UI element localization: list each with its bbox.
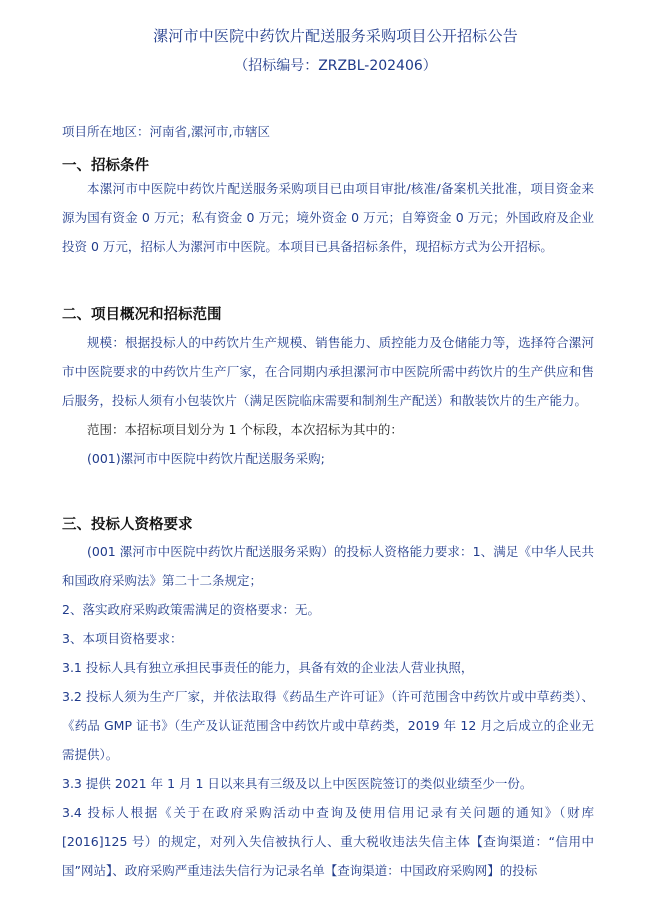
qualification-item-3-2: 3.2 投标人须为生产厂家，并依法取得《药品生产许可证》（许可范围含中药饮片或中草药类）、《药品 GMP 证书》（生产及认证范围含中药饮片或中草药类，2019 年 12 月之后成立的企业无需提供）。: [62, 689, 594, 762]
project-scope-text: 范围：本招标项目划分为 1 个标段，本次招标为其中的：: [87, 422, 403, 437]
paragraph-qualifications: [62, 537, 594, 885]
section-heading-project-overview: 二、项目概况和招标范围: [62, 307, 222, 323]
project-region: 项目所在地区：河南省,漯河市,市辖区: [62, 124, 270, 139]
tender-number: （招标编号：ZRZBL-202406）: [234, 58, 437, 74]
qualification-item-2: 2、落实政府采购政策需满足的资格要求：无。: [62, 602, 320, 617]
qualification-item-3-1: 3.1 投标人具有独立承担民事责任的能力，具备有效的企业法人营业执照，: [62, 660, 474, 675]
qualification-intro: (001 漯河市中医院中药饮片配送服务采购）的投标人资格能力要求：1、满足《中华人民共和国政府采购法》第二十二条规定；: [62, 544, 594, 588]
section-heading-qualifications: 三、投标人资格要求: [62, 517, 193, 533]
section-heading-bidding-conditions: 一、招标条件: [62, 158, 149, 174]
page-title: 漯河市中医院中药饮片配送服务采购项目公开招标公告: [153, 27, 518, 45]
paragraph-project-overview: [62, 328, 594, 473]
bidding-conditions-text: 本漯河市中医院中药饮片配送服务采购项目已由项目审批/核准/备案机关批准，项目资金来源为国有资金 0 万元；私有资金 0 万元；境外资金 0 万元；自筹资金 0 万元；外国政府及企业投资 0 万元，招标人为漯河市中医院。本项目已具备招标条件，现招标方式为公开招标。: [62, 181, 594, 254]
project-scale-text: 规模：根据投标人的中药饮片生产规模、销售能力、质控能力及仓储能力等，选择符合漯河市中医院要求的中药饮片生产厂家，在合同期内承担漯河市中医院所需中药饮片的生产供应和售后服务，投标人须有小包装饮片（满足医院临床需要和制剂生产配送）和散装饮片的生产能力。: [62, 335, 594, 408]
qualification-item-3-4: 3.4 投标人根据《关于在政府采购活动中查询及使用信用记录有关问题的通知》（财库[2016]125 号）的规定，对列入失信被执行人、重大税收违法失信主体【查询渠道：“信用中国”网站】、政府采购严重违法失信行为记录名单【查询渠道：中国政府采购网】的投标: [62, 805, 594, 878]
qualification-item-3: 3、本项目资格要求：: [62, 631, 183, 646]
lot-item: (001)漯河市中医院中药饮片配送服务采购;: [87, 451, 325, 466]
qualification-item-3-3: 3.3 提供 2021 年 1 月 1 日以来具有三级及以上中医医院签订的类似业绩至少一份。: [62, 776, 533, 791]
paragraph-bidding-conditions: [62, 174, 594, 261]
